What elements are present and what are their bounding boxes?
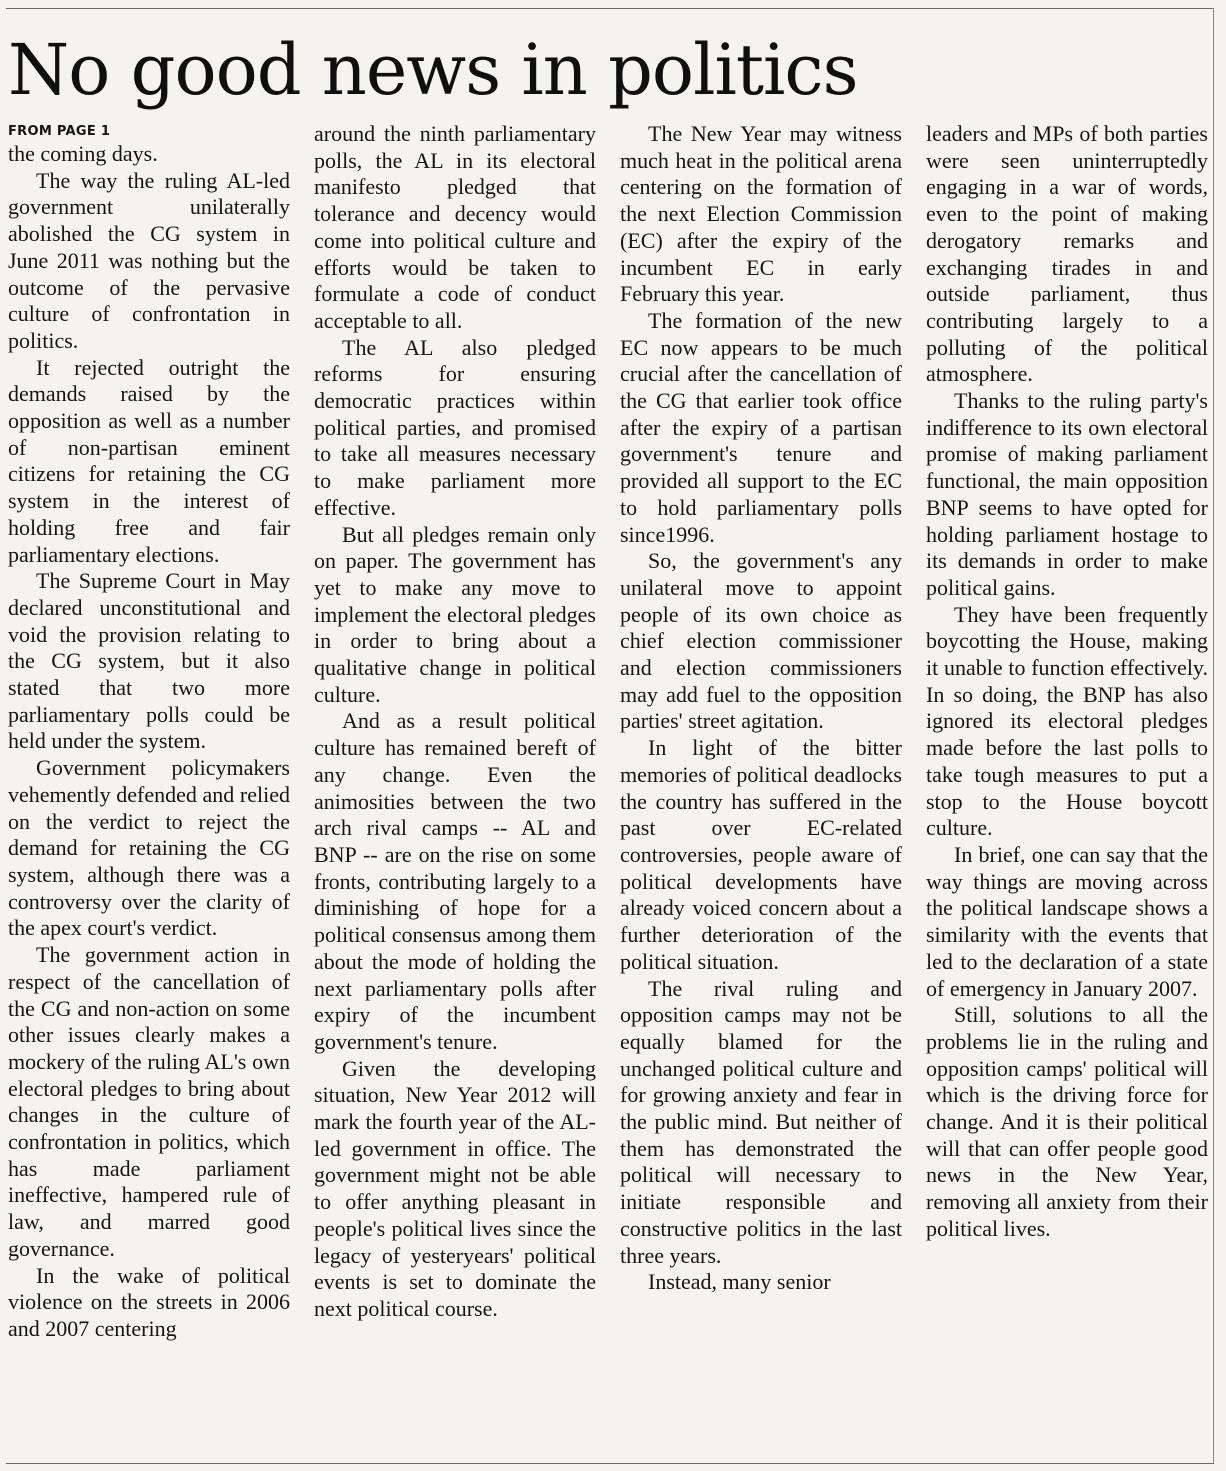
paragraph: Government policymakers vehemently defended and relied on the verdict to reject the demand for retaining the CG system, although there was a controversy over the clarity of the apex court's verdict. <box>8 755 290 941</box>
paragraph: The New Year may witness much heat in the political arena centering on the formation of the next Election Commission (EC) after the expiry of the incumbent EC in early February this year. <box>620 121 902 307</box>
jump-line: FROM PAGE 1 <box>8 124 111 139</box>
article-column-2 <box>314 121 596 1455</box>
paragraph: the coming days. <box>8 141 158 166</box>
paragraph: The AL also pledged reforms for ensuring democratic practices within political parties, and promised to take all measures necessary to make parliament more effective. <box>314 334 596 520</box>
paragraph: They have been frequently boycotting the House, making it unable to function effectively. In so doing, the BNP has also ignored its electoral pledges made before the last polls to take tough measures to put a stop to the House boycott culture. <box>926 601 1208 841</box>
paragraph: The Supreme Court in May declared unconstitutional and void the provision relating to the CG system, but it also stated that two more parliamentary polls could be held under the system. <box>8 568 290 754</box>
article-column-1 <box>8 121 290 1455</box>
paragraph: It rejected outright the demands raised by the opposition as well as a number of non-partisan eminent citizens for retaining the CG system in the interest of holding free and fair parliamentary elections. <box>8 354 290 567</box>
paragraph: So, the government's any unilateral move to appoint people of its own choice as chief election commissioner and election commissioners may add fuel to the opposition parties' street agitation. <box>620 548 902 734</box>
paragraph: Thanks to the ruling party's indifference to its own electoral promise of making parliament functional, the main opposition BNP seems to have opted for holding parliament hostage to its demands in order to make political gains. <box>926 388 1208 600</box>
paragraph: And as a result political culture has remained bereft of any change. Even the animosities between the two arch rival camps -- AL and BNP -- are on the rise on some fronts, contributing largely to a diminishing of hope for a political consensus among them about the mode of holding the next parliamentary polls after expiry of the incumbent government's tenure. <box>314 708 596 1054</box>
paragraph: around the ninth parliamentary polls, the AL in its electoral manifesto pledged that tolerance and decency would come into political culture and efforts would be taken to formulate a code of conduct acceptable to all. <box>314 121 596 333</box>
bottom-border-rule <box>6 1463 1214 1464</box>
paragraph: In brief, one can say that the way things are moving across the political landscape shows a similarity with the events that led to the declaration of a state of emergency in January 2007. <box>926 841 1208 1001</box>
article-column-4 <box>926 121 1208 1455</box>
paragraph: In light of the bitter memories of political deadlocks the country has suffered in the past over EC-related controversies, people aware of political developments have already voiced concern about a further deterioration of the political situation. <box>620 735 902 974</box>
paragraph: Instead, many senior <box>648 1269 831 1295</box>
paragraph: Still, solutions to all the problems lie in the ruling and opposition camps' political will which is the driving force for change. And it is their political will that can offer people good news in the New Year, removing all anxiety from their political lives. <box>926 1002 1208 1241</box>
paragraph: leaders and MPs of both parties were seen uninterruptedly engaging in a war of words, even to the point of making derogatory remarks and exchanging tirades in and outside parliament, thus contributing largely to a polluting of the political atmosphere. <box>926 121 1208 387</box>
paragraph: The government action in respect of the cancellation of the CG and non-action on some other issues clearly makes a mockery of the ruling AL's own electoral pledges to bring about changes in the culture of confrontation in politics, which has made parliament ineffective, hampered rule of law, and marred good governance. <box>8 942 290 1261</box>
article-column-3 <box>620 121 902 1455</box>
paragraph: Given the developing situation, New Year 2012 will mark the fourth year of the AL-led government in office. The government might not be able to offer anything pleasant in people's political lives since the legacy of yesteryears' political events is set to dominate the next political course. <box>314 1055 596 1321</box>
paragraph: But all pledges remain only on paper. The government has yet to make any move to implement the electoral pledges in order to bring about a qualitative change in political culture. <box>314 521 596 707</box>
paragraph: The way the ruling AL-led government unilaterally abolished the CG system in June 2011 was nothing but the outcome of the pervasive culture of confrontation in politics. <box>8 167 290 353</box>
paragraph: The formation of the new EC now appears to be much crucial after the cancellation of the CG that earlier took office after the expiry of a partisan government's tenure and provided all support to the EC to hold parliamentary polls since1996. <box>620 307 902 547</box>
headline: No good news in politics <box>8 29 858 111</box>
paragraph: The rival ruling and opposition camps may not be equally blamed for the unchanged political culture and for growing anxiety and fear in the public mind. But neither of them has demonstrated the political will necessary to initiate responsible and constructive politics in the last three years. <box>620 975 902 1268</box>
paragraph: In the wake of political violence on the streets in 2006 and 2007 centering <box>8 1262 290 1341</box>
top-border-rule <box>6 8 1214 9</box>
right-border-rule <box>1213 8 1214 1463</box>
